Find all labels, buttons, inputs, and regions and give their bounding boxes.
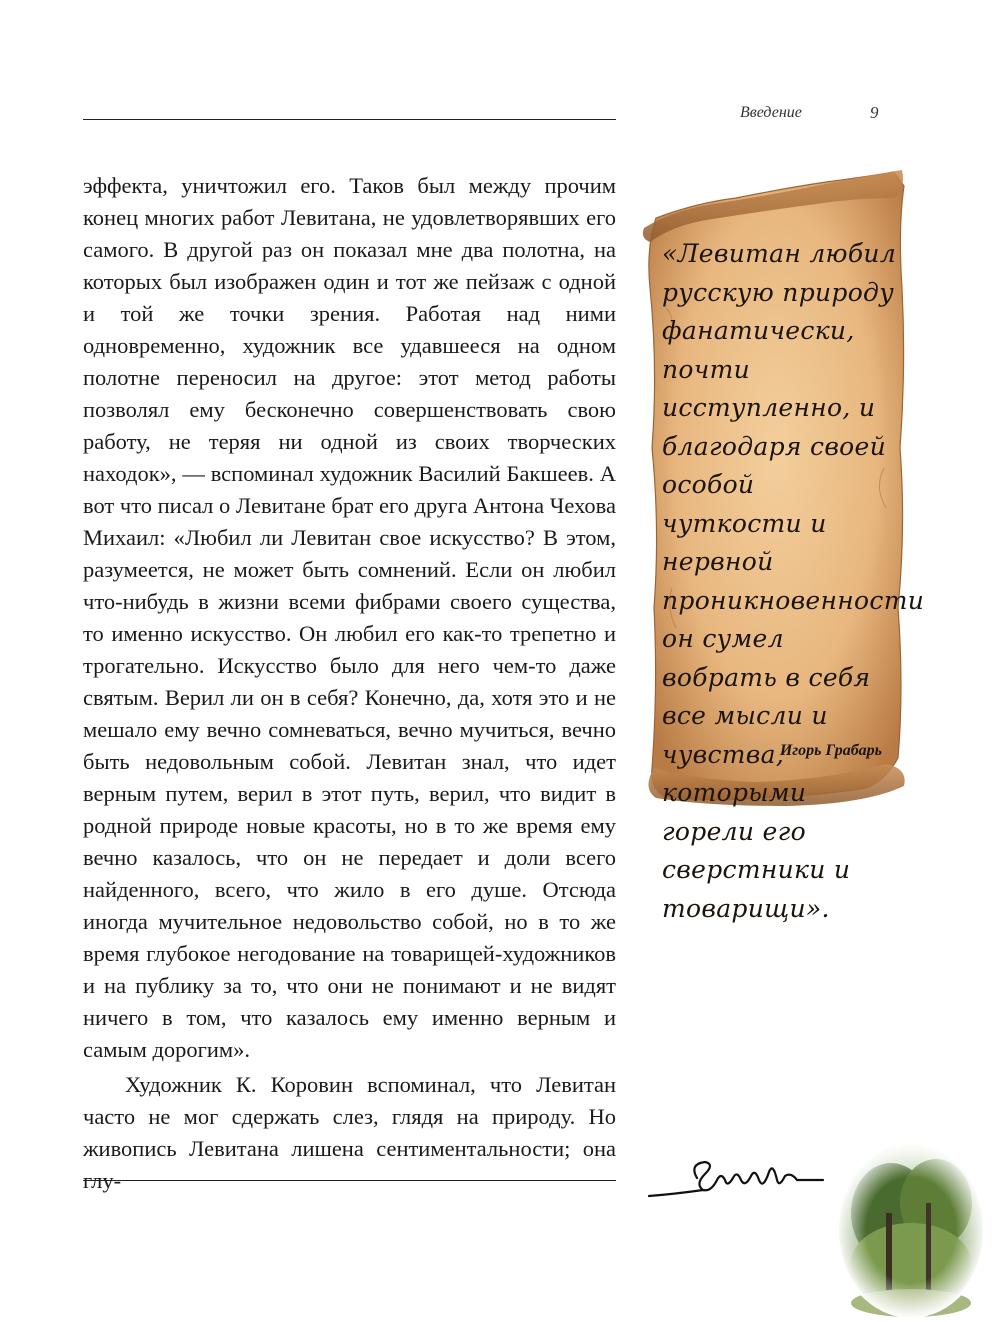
sidebar-quote: «Левитан любил русскую природу фанатически, почти исступленно, и благодаря своей особой чуткости и нервной проникновенности он сумел вобрать в себя все мысли и чувства, которыми горели его сверстники и товарищи». (662, 239, 925, 923)
paragraph: Художник К. Коровин вспоминал, что Левитан часто не мог сдержать слез, глядя на природу. Но живопись Левитана лишена сентиментальности; она глу- (83, 1072, 616, 1193)
main-text (83, 170, 616, 1197)
forest-photo-vignette (836, 1143, 986, 1322)
signature-image (645, 1150, 830, 1210)
footer-rule (83, 1180, 616, 1181)
running-head: Введение (740, 104, 802, 121)
quote-author: Игорь Грабарь (779, 742, 882, 759)
header-rule (83, 119, 616, 120)
paragraph: эффекта, уничтожил его. Таков был между прочим конец многих работ Левитана, не удовлетворявших его самого. В другой раз он показал мне два полотна, на которых был изображен один и тот же пейзаж с одной и той же точки зрения. Работая над ними одновременно, художник все удавшееся на одном полотне переносил на другое: этот метод работы позволял ему бесконечно совершенствовать свою работу, не теряя ни одной из своих творческих находок», — вспоминал художник Василий Бакшеев. А вот что писал о Левитане брат его друга Антона Чехова Михаил: «Любил ли Левитан свое искусство? В этом, разумеется, не может быть сомнений. Если он любил что-нибудь в жизни всеми фибрами своего существа, то именно искусство. Он любил его как-то трепетно и трогательно. Искусство было для него чем-то даже святым. Верил ли он в себя? Конечно, да, хотя это и не мешало ему вечно сомневаться, вечно мучиться, вечно быть недовольным собой. Левитан знал, что идет верным путем, верил в этот путь, верил, что видит в родной природе новые красоты, но в то же время ему вечно казалось, что он не передает и доли всего найденного, всего, что жило в его душе. Отсюда иногда мучительное недовольство собой, но в то же время глубокое негодование на товарищей-художников и на публику за то, что они не понимают и не видят ничего в том, что казалось ему именно верным и самым дорогим». (83, 173, 616, 1062)
page-number: 9 (870, 103, 879, 122)
